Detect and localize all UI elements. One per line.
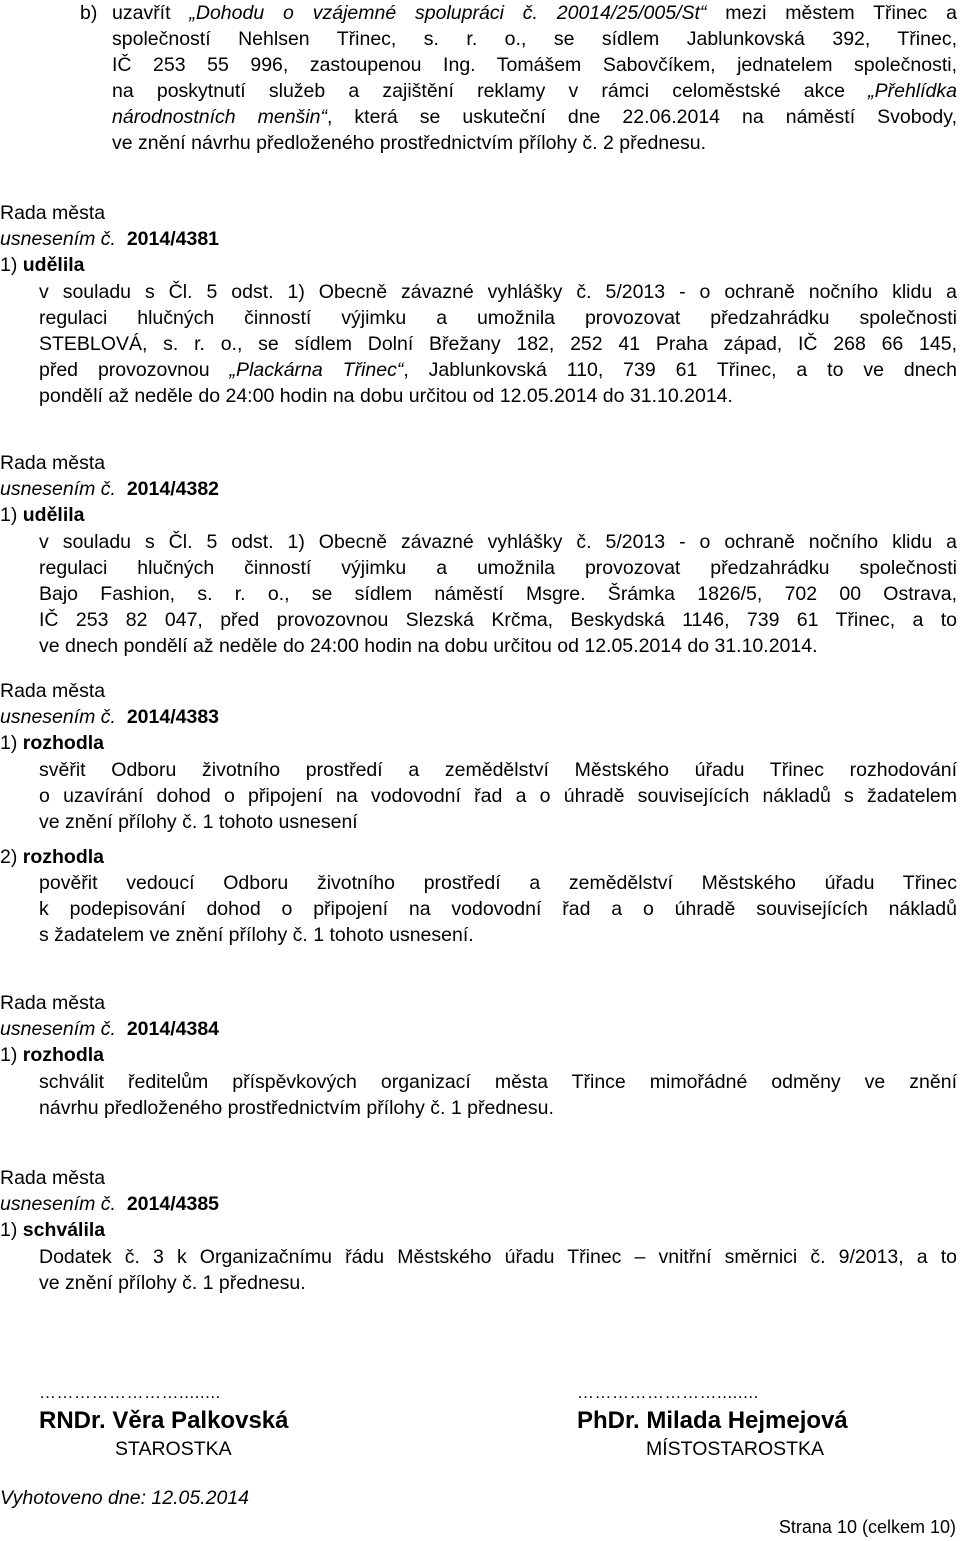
signature-mayor bbox=[39, 1380, 288, 1462]
intro-line: IČ 253 55 996, zastoupenou Ing. Tomášem Sabovčíkem, jednatelem společnosti, bbox=[112, 54, 957, 76]
item-heading: 1) schválila bbox=[0, 1219, 106, 1241]
resolution-number: 2014/4381 bbox=[126, 228, 220, 250]
resolution-heading: usnesením č. 2014/4384 bbox=[0, 1018, 220, 1040]
resolution-number: 2014/4382 bbox=[126, 478, 220, 500]
item-heading: 2) rozhodla bbox=[0, 846, 105, 868]
resolution-heading: usnesením č. 2014/4385 bbox=[0, 1193, 220, 1215]
intro-line: společností Nehlsen Třinec, s. r. o., se sídlem Jablunkovská 392, Třinec, bbox=[112, 28, 957, 50]
item-heading: 1) udělila bbox=[0, 504, 85, 526]
resolution-number: 2014/4385 bbox=[126, 1193, 220, 1215]
item-text: pověřit vedoucí Odboru životního prostředí a zemědělství Městského úřadu Třinec k podepisování dohod o připojení na vodovodní řad a o úhradě souvisejících nákladů s žadatelem ve znění přílohy č. 1 tohoto usnesení. bbox=[39, 872, 957, 946]
signature-line: ……………………........ bbox=[577, 1383, 759, 1402]
resolution-heading: usnesením č. 2014/4381 bbox=[0, 228, 220, 250]
item-text: v souladu s Čl. 5 odst. 1) Obecně závazné vyhlášky č. 5/2013 - o ochraně nočního klidu a regulaci hlučných činností výjimku a umožnila provozovat předzahrádku společnosti Bajo Fashion, s. r. o., se sídlem náměstí Msgre. Šrámka 1826/5, 702 00 Ostrava, IČ 253 82 047, před provozovnou Slezská Krčma, Beskydská 1146, 739 61 Třinec, a to ve dnech pondělí až neděle do 24:00 hodin na dobu určitou od 12.05.2014 do 31.10.2014. bbox=[39, 531, 957, 657]
signature-deputy-mayor bbox=[577, 1380, 848, 1462]
intro-line: uzavřít „Dohodu o vzájemné spolupráci č. 20014/25/005/St“ mezi městem Třinec a bbox=[112, 2, 957, 24]
intro-line: ve znění návrhu předloženého prostřednictvím přílohy č. 2 přednesu. bbox=[112, 132, 707, 154]
council-label: Rada města bbox=[0, 1167, 106, 1189]
intro-line: národnostních menšin“, která se uskuteční dne 22.06.2014 na náměstí Svobody, bbox=[112, 106, 957, 128]
item-text: Dodatek č. 3 k Organizačnímu řádu Městského úřadu Třinec – vnitřní směrnici č. 9/2013, a to ve znění přílohy č. 1 přednesu. bbox=[39, 1246, 957, 1294]
council-label: Rada města bbox=[0, 202, 106, 224]
resolution-number: 2014/4384 bbox=[126, 1018, 220, 1040]
signatory-name: PhDr. Milada Hejmejová bbox=[577, 1407, 848, 1434]
signature-line: ……………………........ bbox=[39, 1383, 221, 1402]
intro-text bbox=[112, 0, 957, 156]
item-text: schválit ředitelům příspěvkových organizací města Třince mimořádné odměny ve znění návrhu předloženého prostřednictvím přílohy č. 1 přednesu. bbox=[39, 1071, 957, 1119]
created-date: Vyhotoveno dne: 12.05.2014 bbox=[0, 1487, 250, 1509]
signatory-name: RNDr. Věra Palkovská bbox=[39, 1407, 289, 1434]
council-label: Rada města bbox=[0, 680, 106, 702]
signatory-role: MÍSTOSTAROSTKA bbox=[646, 1438, 825, 1460]
council-label: Rada města bbox=[0, 992, 106, 1014]
page-number: Strana 10 (celkem 10) bbox=[778, 1517, 956, 1537]
resolution-heading: usnesením č. 2014/4382 bbox=[0, 478, 220, 500]
item-text: svěřit Odboru životního prostředí a zemědělství Městského úřadu Třinec rozhodování o uzavírání dohod o připojení na vodovodní řad a o úhradě souvisejících nákladů s žadatelem ve znění přílohy č. 1 tohoto usnesení bbox=[39, 759, 957, 833]
item-heading: 1) rozhodla bbox=[0, 1044, 105, 1066]
intro-line: na poskytnutí služeb a zajištění reklamy v rámci celoměstské akce „Přehlídka bbox=[112, 80, 957, 102]
signatory-role: STAROSTKA bbox=[115, 1438, 232, 1460]
intro-label: b) bbox=[80, 2, 98, 24]
item-text: v souladu s Čl. 5 odst. 1) Obecně závazné vyhlášky č. 5/2013 - o ochraně nočního klidu a regulaci hlučných činností výjimku a umožnila provozovat předzahrádku společnosti STEBLOVÁ, s. r. o., se sídlem Dolní Břežany 182, 252 41 Praha západ, IČ 268 66 145, před provozovnou „Plackárna Třinec“, Jablunkovská 110, 739 61 Třinec, a to ve dnech pondělí až neděle do 24:00 hodin na dobu určitou od 12.05.2014 do 31.10.2014. bbox=[39, 281, 958, 407]
council-label: Rada města bbox=[0, 452, 106, 474]
resolution-number: 2014/4383 bbox=[126, 706, 220, 728]
item-heading: 1) rozhodla bbox=[0, 732, 105, 754]
item-heading: 1) udělila bbox=[0, 254, 85, 276]
resolution-heading: usnesením č. 2014/4383 bbox=[0, 706, 220, 728]
